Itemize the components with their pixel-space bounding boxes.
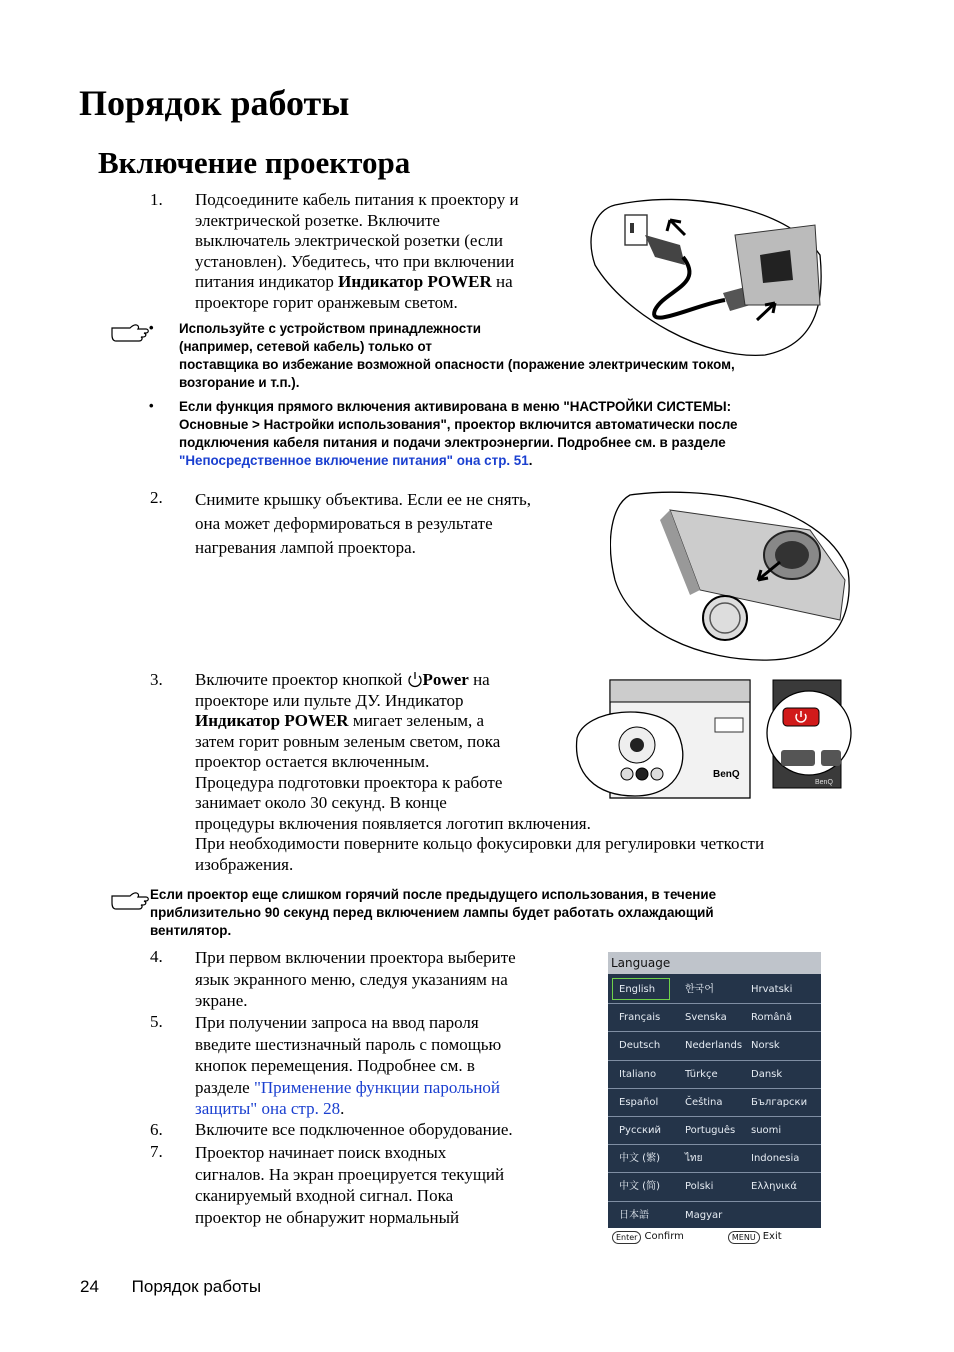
note-1-line: поставщика во избежание возможной опасности (поражение электрическим током,	[179, 357, 735, 372]
step-4-line: При первом включении проектора выберите	[195, 948, 516, 967]
password-protection-link-cont[interactable]: защиты" она стр. 28	[195, 1099, 341, 1118]
step-5-line: кнопок перемещения. Подробнее см. в	[195, 1056, 475, 1075]
language-option[interactable]: 日本語	[619, 1209, 649, 1221]
note-3	[150, 886, 716, 940]
language-option[interactable]: Русский	[619, 1124, 661, 1136]
step-7-number: 7.	[150, 1142, 163, 1161]
language-option[interactable]: Italiano	[619, 1068, 657, 1080]
step-3-line: При необходимости поверните кольцо фокусировки для регулировки четкости	[195, 834, 765, 853]
step-2-number: 2.	[150, 488, 163, 507]
power-icon	[407, 671, 423, 688]
language-option[interactable]: Ελληνικά	[751, 1181, 797, 1193]
projector-panel-illustration	[575, 678, 753, 800]
language-option[interactable]: Hrvatski	[751, 984, 793, 995]
note-1	[179, 320, 735, 392]
page-footer	[80, 1277, 289, 1297]
step-2-line: она может деформироваться в результате	[195, 514, 493, 533]
step-3-line: проекторе или пульте ДУ. Индикатор	[195, 690, 464, 710]
page-number: 24	[80, 1277, 99, 1296]
step-5-tail: .	[340, 1099, 345, 1118]
language-option[interactable]: Français	[619, 1012, 661, 1024]
direct-power-on-link[interactable]: "Непосредственное включение питания" она стр. 51	[179, 453, 529, 468]
language-option[interactable]: Indonesia	[751, 1153, 800, 1165]
language-option[interactable]: Magyar	[685, 1209, 723, 1221]
note-3-line: Если проектор еще слишком горячий после предыдущего использования, в течение	[150, 887, 717, 902]
note-2-line: Если функция прямого включения активирована в меню "НАСТРОЙКИ СИСТЕМЫ:	[179, 399, 732, 414]
step-2-text	[195, 488, 531, 560]
step-2-line: нагревания лампой проектора.	[195, 538, 416, 557]
step-4-number: 4.	[150, 947, 163, 966]
language-row	[608, 1004, 821, 1032]
step-7-text	[195, 1142, 504, 1228]
note-3-line: приблизительно 90 секунд перед включением лампы будет работать охлаждающий	[150, 905, 714, 920]
step-3-line: проектор остается включенным.	[195, 752, 430, 771]
step-3-line: занимает около 30 секунд. В конце	[195, 793, 447, 812]
step-1-text-run: питания индикатор	[195, 272, 339, 291]
step-1-line	[195, 272, 519, 293]
note-1-line: возгорание и т.п.).	[179, 375, 300, 390]
language-option[interactable]: ไทย	[685, 1153, 703, 1165]
step-1-line: выключатель электрической розетки (если	[195, 231, 504, 250]
language-menu	[608, 952, 821, 1246]
step-6-text: Включите все подключенное оборудование.	[195, 1120, 513, 1139]
note-1-bullet: •	[149, 320, 154, 335]
language-option[interactable]: Nederlands	[685, 1040, 743, 1052]
language-option[interactable]: Türkçe	[685, 1068, 718, 1080]
step-4-text	[195, 947, 516, 1012]
language-option	[740, 1202, 806, 1229]
language-row	[608, 1117, 821, 1145]
language-option[interactable]: 中文 (繁)	[619, 1153, 660, 1165]
step-7-line: сканируемый входной сигнал. Пока	[195, 1186, 454, 1205]
step-7-line: проектор не обнаружит нормальный	[195, 1207, 460, 1227]
language-option[interactable]: 한국어	[685, 984, 714, 995]
language-option[interactable]: Čeština	[685, 1096, 723, 1108]
step-5-line	[195, 1098, 501, 1120]
note-1-line: Используйте с устройством принадлежности	[179, 321, 481, 336]
step-5-number: 5.	[150, 1012, 163, 1031]
language-row	[608, 976, 821, 1004]
step-1-text-run: на	[491, 272, 513, 291]
language-option[interactable]: Deutsch	[619, 1040, 661, 1052]
step-6-number: 6.	[150, 1120, 163, 1139]
language-row	[608, 1145, 821, 1173]
language-option[interactable]: Português	[685, 1124, 736, 1136]
remote-brand-logo: BenQ	[815, 779, 833, 786]
step-3-line: затем горит ровным зеленым светом, пока	[195, 731, 501, 751]
step-3-text-run: на	[468, 670, 490, 689]
language-menu-title: Language	[608, 952, 821, 974]
password-protection-link[interactable]: "Применение функции парольной	[253, 1077, 501, 1097]
step-7-line: Проектор начинает поиск входных	[195, 1143, 447, 1162]
step-5-text-run: разделе	[195, 1077, 254, 1097]
note-2-bullet: •	[149, 398, 154, 413]
language-grid	[608, 976, 821, 1230]
step-3-line: Процедура подготовки проектора к работе	[195, 772, 503, 792]
language-row	[608, 1202, 821, 1230]
step-3-line: процедуры включения появляется логотип включения.	[195, 813, 591, 833]
language-option[interactable]: Dansk	[751, 1068, 783, 1080]
power-button-term: Power	[422, 670, 469, 689]
step-3-number: 3.	[150, 670, 163, 689]
enter-key-icon: Enter	[612, 1231, 641, 1244]
section-title: Включение проектора	[98, 145, 411, 180]
page-title: Порядок работы	[79, 83, 350, 123]
language-row	[608, 1061, 821, 1089]
language-option[interactable]: suomi	[751, 1124, 782, 1136]
step-4-line: язык экранного меню, следуя указаниям на	[195, 969, 508, 989]
language-option[interactable]: 中文 (简)	[619, 1181, 660, 1193]
step-1-line: проекторе горит оранжевым светом.	[195, 292, 458, 312]
menu-key-icon: MENU	[728, 1231, 760, 1244]
language-row	[608, 1032, 821, 1060]
step-1-line: Подсоедините кабель питания к проектору и	[195, 190, 519, 209]
step-2-line: Снимите крышку объектива. Если ее не снять,	[195, 490, 532, 509]
language-option-selected[interactable]: English	[612, 978, 670, 1000]
language-option[interactable]: Polski	[685, 1181, 714, 1193]
language-row	[608, 1173, 821, 1201]
note-1-line: (например, сетевой кабель) только от	[179, 339, 432, 354]
note-2-line: Основные > Настройки использования", проектор включится автоматически после	[179, 417, 738, 432]
step-3-line: изображения.	[195, 854, 294, 874]
note-2-line	[179, 452, 738, 470]
note-hand-icon	[110, 888, 150, 910]
projector-brand-logo: BenQ	[713, 769, 740, 780]
note-2	[179, 398, 738, 470]
footer-section: Порядок работы	[131, 1277, 262, 1296]
step-1-line: электрической розетке. Включите	[195, 210, 440, 230]
remote-illustration	[763, 678, 863, 790]
language-option[interactable]: Español	[619, 1096, 659, 1108]
note-hand-icon	[110, 320, 150, 342]
language-row	[608, 1089, 821, 1117]
language-option[interactable]: Română	[751, 1012, 792, 1024]
note-3-line: вентилятор.	[150, 923, 232, 938]
step-3-text-run: мигает зеленым, а	[348, 711, 485, 730]
step-5-line	[195, 1077, 501, 1099]
step-5-line: введите шестизначный пароль с помощью	[195, 1034, 502, 1054]
language-option[interactable]: Svenska	[685, 1012, 727, 1024]
step-1-line: установлен). Убедитесь, что при включении	[195, 251, 515, 271]
power-indicator-term: Индикатор POWER	[195, 711, 349, 730]
step-3-text-run: Включите проектор кнопкой	[195, 670, 407, 689]
step-5-line: При получении запроса на ввод пароля	[195, 1013, 479, 1032]
step-4-line: экране.	[195, 991, 248, 1010]
language-option[interactable]: Български	[751, 1096, 808, 1108]
lens-cap-illustration	[610, 490, 852, 662]
exit-label: Exit	[762, 1231, 782, 1242]
step-1-number: 1.	[150, 190, 163, 209]
step-7-line: сигналов. На экран проецируется текущий	[195, 1164, 505, 1184]
note-2-tail: .	[528, 453, 533, 468]
language-menu-footer	[608, 1228, 821, 1246]
language-option[interactable]: Norsk	[751, 1040, 780, 1052]
step-1-text	[195, 190, 519, 313]
note-2-line: подключения кабеля питания и подачи электроэнергии. Подробнее см. в разделе	[179, 435, 726, 450]
power-indicator-term: Индикатор POWER	[338, 272, 492, 291]
step-5-text	[195, 1012, 501, 1120]
confirm-label: Confirm	[644, 1231, 684, 1242]
